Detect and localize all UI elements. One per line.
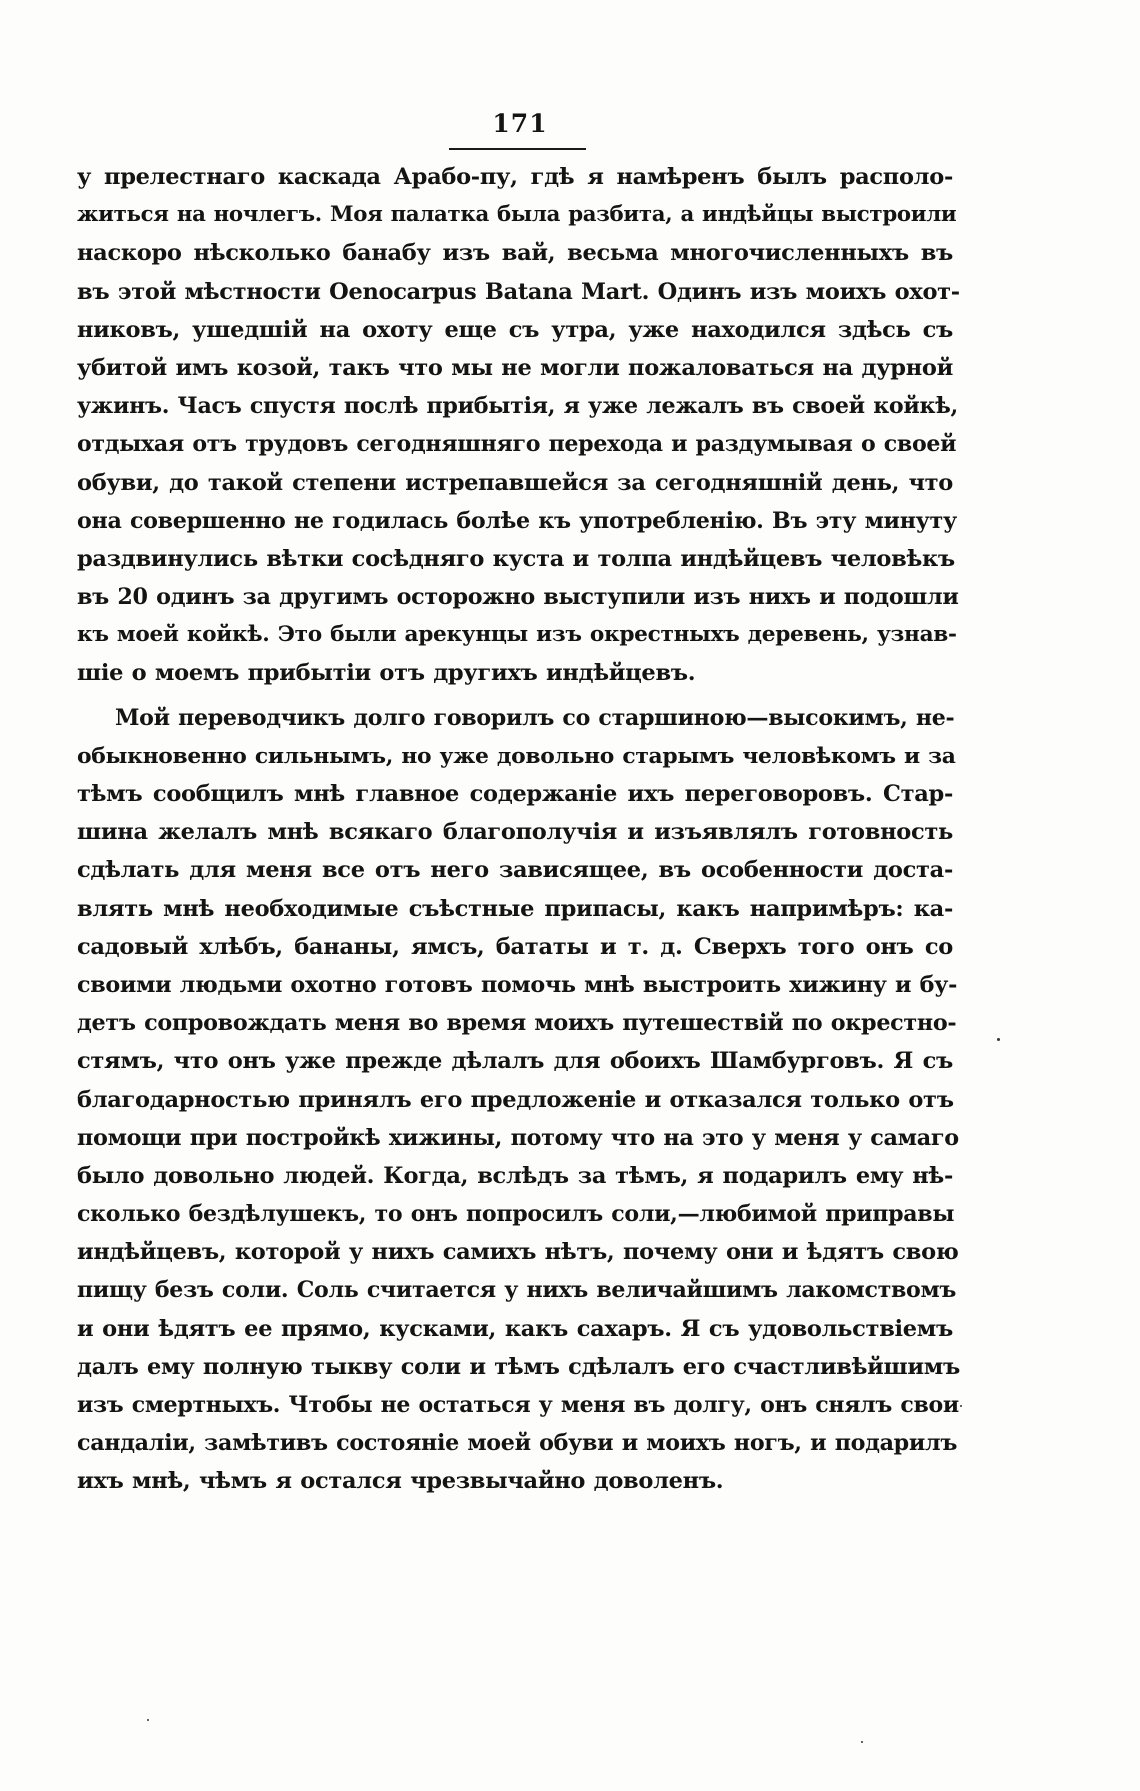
text-line: изъ смертныхъ. Чтобы не остаться у меня въ долгу, онъ снялъ свои <box>77 1392 959 1418</box>
paragraph-1 <box>77 158 960 693</box>
print-speck <box>861 1741 863 1743</box>
text-line: далъ ему полную тыкву соли и тѣмъ сдѣлалъ его счастливѣйшимъ <box>77 1353 960 1380</box>
text-line: пищу безъ соли. Соль считается у нихъ величайшимъ лакомствомъ <box>77 1277 957 1304</box>
text-line: въ этой мѣстности Oenocarpus Batana Mart. Одинъ изъ моихъ охот- <box>77 278 960 305</box>
text-line: шіе о моемъ прибытіи отъ другихъ индѣйцевъ. <box>77 660 696 687</box>
text-line: влять мнѣ необходимые съѣстные припасы, какъ напримѣръ: ка- <box>77 895 953 922</box>
text-line: сколько бездѣлушекъ, то онъ попросилъ соли,—любимой приправы <box>77 1201 955 1228</box>
text-line: обуви, до такой степени истрепавшейся за сегодняшній день, что <box>77 469 953 496</box>
text-line: сдѣлать для меня все отъ него зависящее, въ особенности доста- <box>77 857 953 884</box>
text-line: никовъ, ушедшій на охоту еще съ утра, уже находился здѣсь съ <box>77 316 953 343</box>
text-line: сандаліи, замѣтивъ состояніе моей обуви и моихъ ногъ, и подарилъ <box>77 1430 958 1457</box>
text-line: благодарностью принялъ его предложеніе и отказался только отъ <box>77 1086 954 1113</box>
text-line: отдыхая отъ трудовъ сегодняшняго перехода и раздумывая о своей <box>77 431 957 458</box>
page-number: 171 <box>492 109 548 138</box>
text-line: раздвинулись вѣтки сосѣдняго куста и толпа индѣйцевъ человѣкъ <box>77 545 955 572</box>
text-line: детъ сопровождать меня во время моихъ путешествій по окрестно- <box>77 1010 957 1037</box>
text-line: у прелестнаго каскада Арабо-пу, гдѣ я намѣренъ былъ располо- <box>77 164 953 190</box>
text-line: и они ѣдятъ ее прямо, кусками, какъ сахаръ. Я съ удовольствіемъ <box>77 1315 953 1342</box>
text-line: житься на ночлегъ. Моя палатка была разбита, а индѣйцы выстроили <box>77 202 957 228</box>
text-line: своими людьми охотно готовъ помочь мнѣ выстроить хижину и бу- <box>77 971 958 998</box>
text-line: наскоро нѣсколько банабу изъ вай, весьма многочисленныхъ въ <box>77 240 953 267</box>
paragraph-2 <box>77 699 960 1501</box>
text-line: стямъ, что онъ уже прежде дѣлалъ для обоихъ Шамбурговъ. Я съ <box>77 1048 953 1075</box>
text-line: къ моей койкѣ. Это были арекунцы изъ окрестныхъ деревень, узнав- <box>77 622 957 648</box>
text-line: ужинъ. Часъ спустя послѣ прибытія, я уже лежалъ въ своей койкѣ, <box>77 393 958 420</box>
text-line: садовый хлѣбъ, бананы, ямсъ, бататы и т. д. Сверхъ того онъ со <box>77 933 953 960</box>
text-line: она совершенно не годилась болѣе къ употребленію. Въ эту минуту <box>77 507 957 534</box>
header-rule <box>449 148 586 150</box>
text-line: тѣмъ сообщилъ мнѣ главное содержаніе ихъ переговоровъ. Стар- <box>77 781 953 807</box>
text-line: обыкновенно сильнымъ, но уже довольно старымъ человѣкомъ и за <box>77 742 956 769</box>
print-speck <box>147 1719 149 1721</box>
print-speck <box>960 1405 962 1407</box>
text-line: шина желалъ мнѣ всякаго благополучія и изъявлялъ готовность <box>77 819 953 846</box>
text-line: убитой имъ козой, такъ что мы не могли пожаловаться на дурной <box>77 354 953 381</box>
print-speck <box>997 1038 1000 1041</box>
text-line: Мой переводчикъ долго говорилъ со старшиною—высокимъ, не- <box>115 704 955 731</box>
text-line: было довольно людей. Когда, вслѣдъ за тѣмъ, я подарилъ ему нѣ- <box>77 1162 953 1189</box>
body-text <box>77 158 960 1501</box>
text-line: помощи при постройкѣ хижины, потому что на это у меня у самаго <box>77 1124 959 1151</box>
text-line: индѣйцевъ, которой у нихъ самихъ нѣтъ, почему они и ѣдятъ свою <box>77 1239 959 1266</box>
text-line: ихъ мнѣ, чѣмъ я остался чрезвычайно доволенъ. <box>77 1468 724 1495</box>
text-line: въ 20 одинъ за другимъ осторожно выступили изъ нихъ и подошли <box>77 584 959 611</box>
